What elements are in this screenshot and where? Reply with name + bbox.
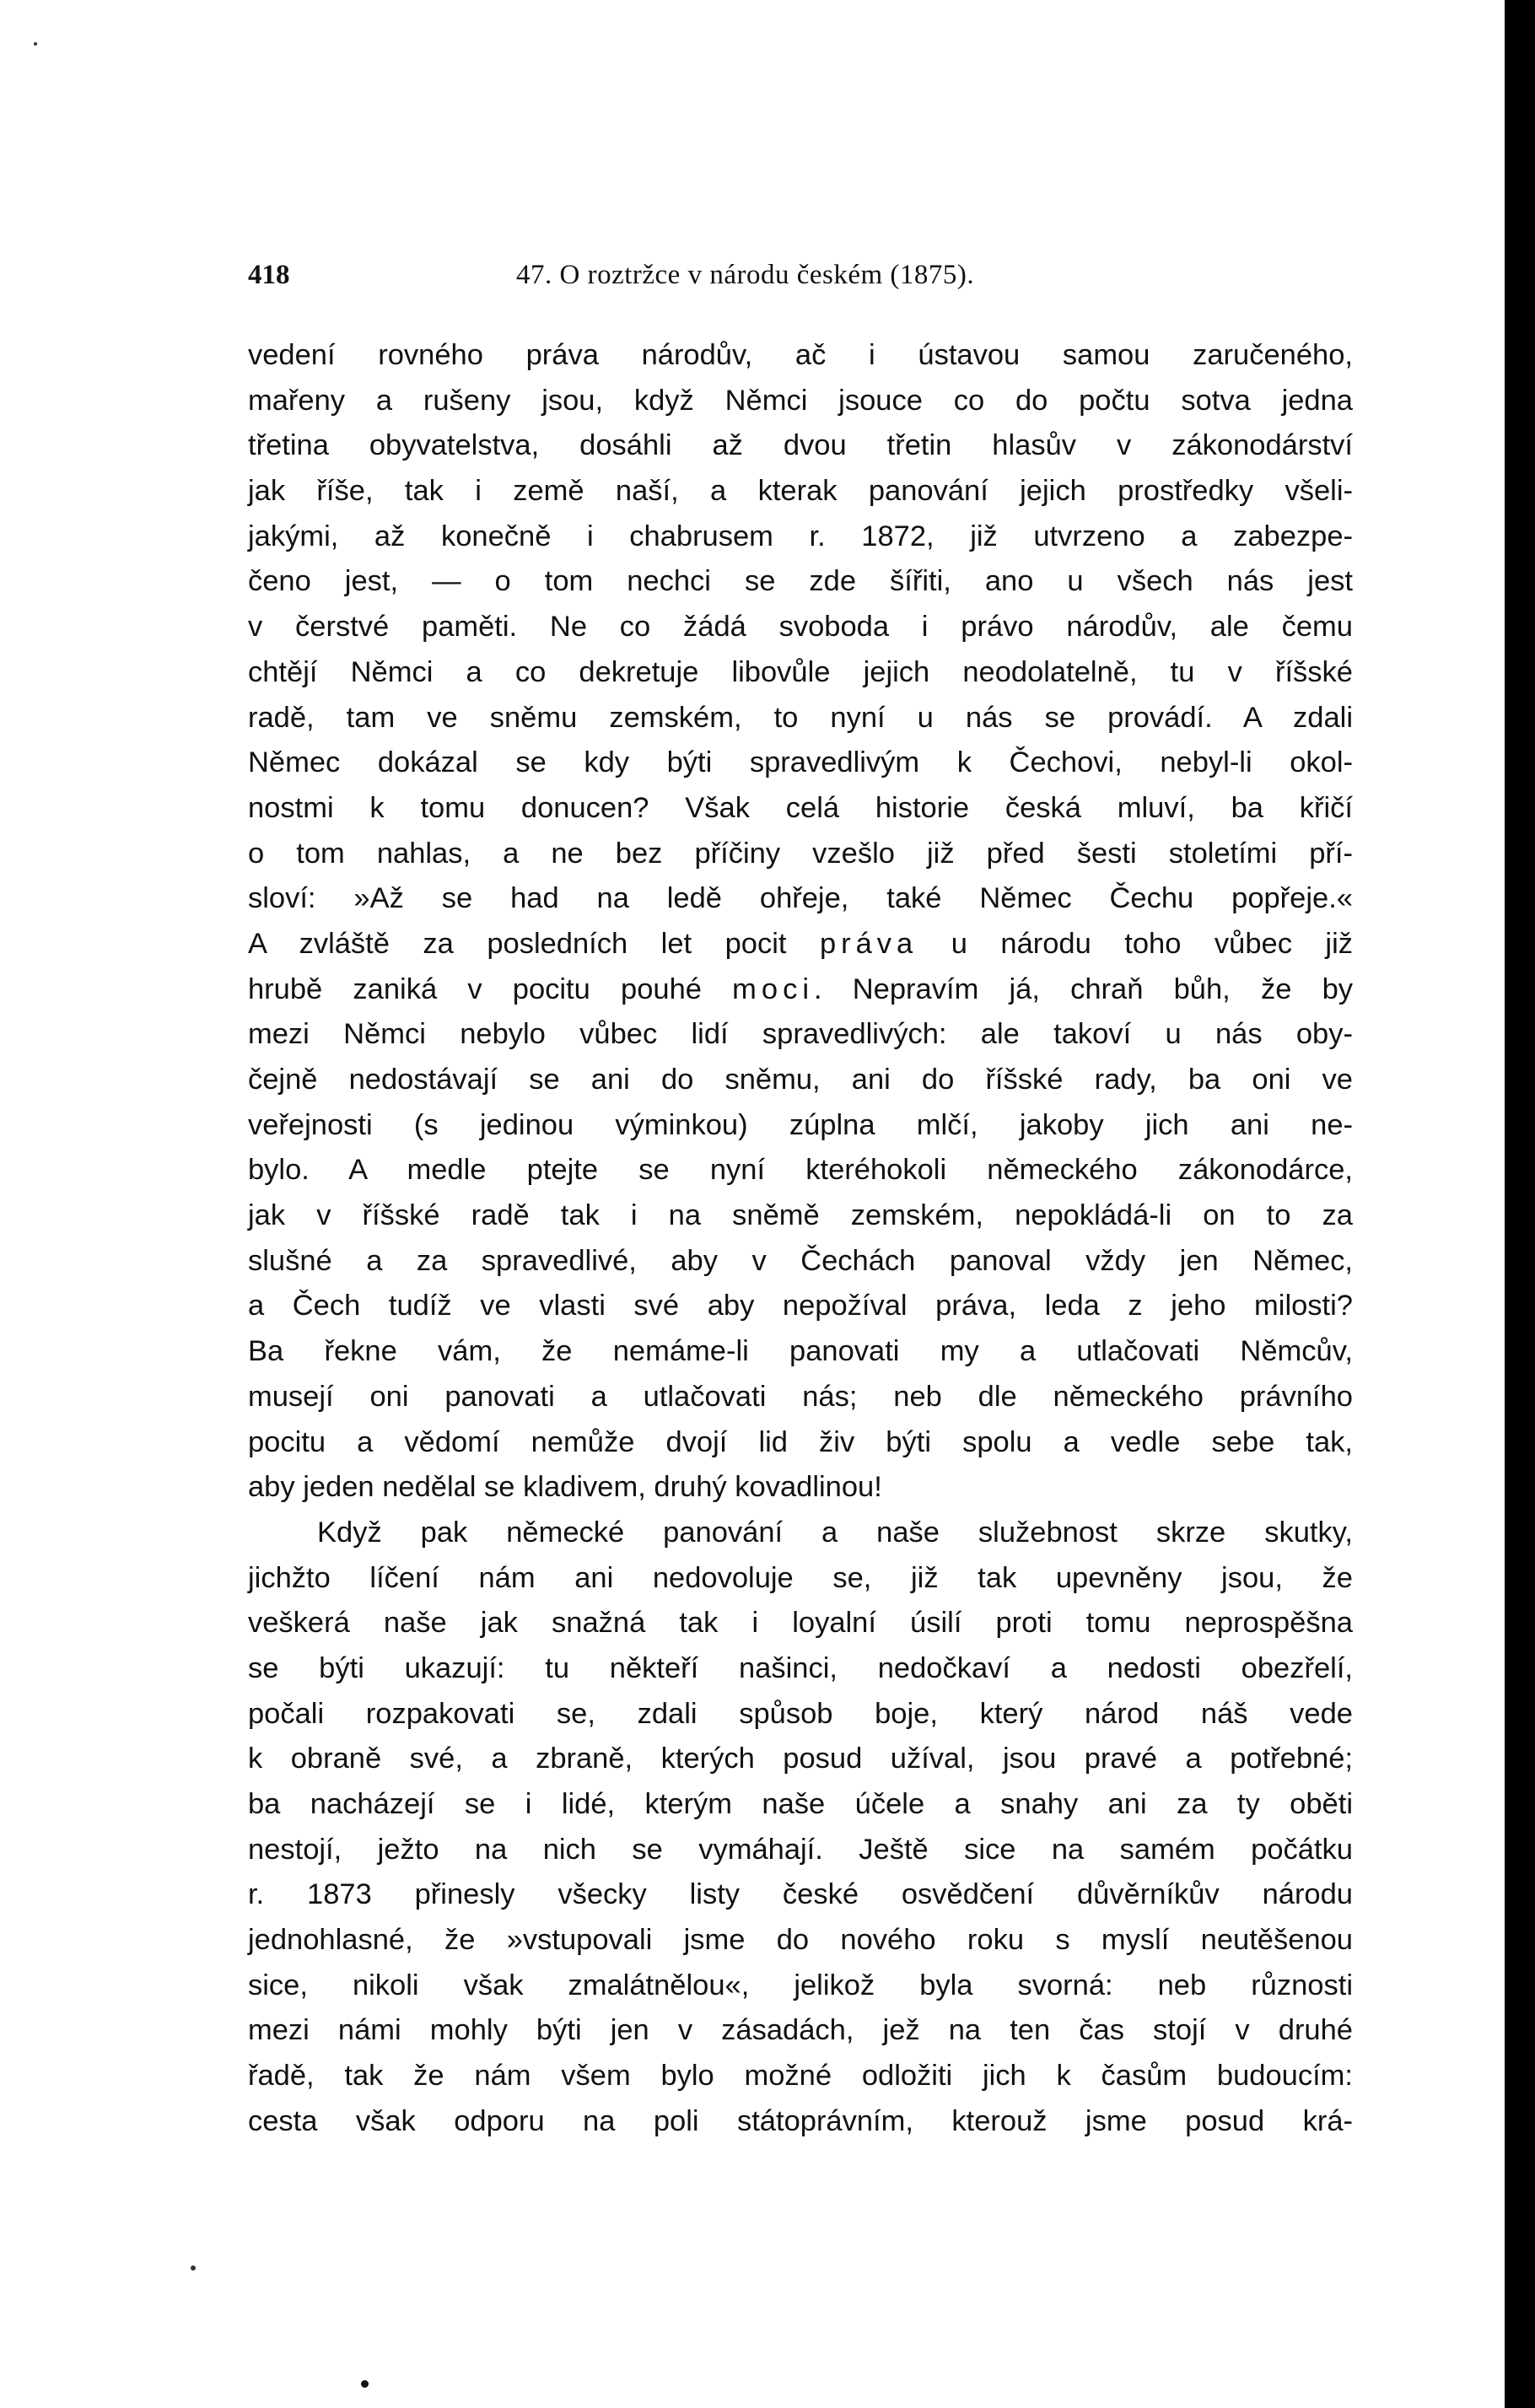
text-line: sice, nikoli však zmalátnělou«, jelikož byla svorná: neb různosti bbox=[248, 1969, 1353, 2001]
text-line bbox=[248, 967, 1353, 1013]
text-line: jak v říšské radě tak i na sněmě zemském, nepokládá-li on to za bbox=[248, 1199, 1353, 1232]
text-line bbox=[248, 922, 1353, 967]
text-line: Ba řekne vám, že nemáme-li panovati my a utlačovati Němcův, bbox=[248, 1335, 1353, 1368]
text-line: mezi námi mohly býti jen v zásadách, jež na ten čas stojí v druhé bbox=[248, 2014, 1353, 2047]
scan-speck bbox=[191, 2265, 196, 2271]
text-segment: u národu toho vůbec již bbox=[918, 927, 1354, 960]
text-line: počali rozpakovati se, zdali spůsob boje, který národ náš vede bbox=[248, 1697, 1353, 1730]
text-line: k obraně své, a zbraně, kterých posud užíval, jsou pravé a potřebné; bbox=[248, 1743, 1353, 1775]
text-line: o tom nahlas, a ne bez příčiny vzešlo již před šesti stoletími pří- bbox=[248, 837, 1353, 870]
body-text bbox=[248, 333, 1353, 2145]
text-line: jakými, až konečně i chabrusem r. 1872, již utvrzeno a zabezpe- bbox=[248, 520, 1353, 552]
text-line: musejí oni panovati a utlačovati nás; neb dle německého právního bbox=[248, 1380, 1353, 1413]
text-segment: . Nepravím já, chraň bůh, že by bbox=[814, 972, 1354, 1005]
text-line: čejně nedostávají se ani do sněmu, ani do říšské rady, ba oni ve bbox=[248, 1064, 1353, 1096]
scan-speck bbox=[34, 42, 37, 46]
text-line: čeno jest, — o tom nechci se zde šířiti, ano u všech nás jest bbox=[248, 565, 1353, 598]
spaced-emphasis: moci bbox=[732, 972, 814, 1005]
scan-border bbox=[1505, 0, 1535, 2408]
text-line: řadě, tak že nám všem bylo možné odložiti jich k časům budoucím: bbox=[248, 2060, 1353, 2093]
text-line: jak říše, tak i země naší, a kterak panování jejich prostředky všeli- bbox=[248, 475, 1353, 508]
text-line: třetina obyvatelstva, dosáhli až dvou třetin hlasův v zákonodárství bbox=[248, 429, 1353, 462]
text-line: jichžto líčení nám ani nedovoluje se, již tak upevněny jsou, že bbox=[248, 1561, 1353, 1594]
text-line: cesta však odporu na poli státoprávním, kterouž jsme posud krá- bbox=[248, 2104, 1353, 2137]
text-line: aby jeden nedělal se kladivem, druhý kovadlinou! bbox=[248, 1471, 882, 1504]
text-line: Když pak německé panování a naše služebnost skrze skutky, bbox=[317, 1516, 1353, 1549]
text-line: chtějí Němci a co dekretuje libovůle jejich neodolatelně, tu v říšské bbox=[248, 655, 1353, 688]
text-line: nestojí, ježto na nich se vymáhají. Ještě sice na samém počátku bbox=[248, 1833, 1353, 1866]
text-line: ba nacházejí se i lidé, kterým naše účele a snahy ani za ty oběti bbox=[248, 1788, 1353, 1820]
text-line: vedení rovného práva národův, ač i ústavou samou zaručeného, bbox=[248, 339, 1353, 371]
text-line: mařeny a rušeny jsou, když Němci jsouce co do počtu sotva jedna bbox=[248, 384, 1353, 417]
text-line: v čerstvé paměti. Ne co žádá svoboda i právo národův, ale čemu bbox=[248, 611, 1353, 644]
text-line: pocitu a vědomí nemůže dvojí lid živ býti spolu a vedle sebe tak, bbox=[248, 1425, 1353, 1458]
text-line: nostmi k tomu donucen? Však celá historie česká mluví, ba křičí bbox=[248, 791, 1353, 824]
text-line: sloví: »Až se had na ledě ohřeje, také Němec Čechu popřeje.« bbox=[248, 882, 1353, 915]
text-line: veškerá naše jak snažná tak i loyalní úsilí proti tomu neprospěšna bbox=[248, 1607, 1353, 1640]
text-line: Němec dokázal se kdy býti spravedlivým k Čechovi, nebyl-li okol- bbox=[248, 746, 1353, 779]
text-line: mezi Němci nebylo vůbec lidí spravedlivých: ale takoví u nás oby- bbox=[248, 1018, 1353, 1051]
spaced-emphasis: práva bbox=[819, 927, 918, 960]
text-line: radě, tam ve sněmu zemském, to nyní u nás se provádí. A zdali bbox=[248, 701, 1353, 734]
text-segment: hrubě zaniká v pocitu pouhé bbox=[248, 972, 733, 1005]
running-head: 47. O roztržce v národu českém (1875). bbox=[516, 260, 975, 290]
page-number: 418 bbox=[248, 260, 290, 290]
text-line: bylo. A medle ptejte se nyní kteréhokoli německého zákonodárce, bbox=[248, 1154, 1353, 1187]
page-header bbox=[248, 260, 1353, 302]
text-segment: A zvláště za posledních let pocit bbox=[248, 927, 820, 960]
scan-speck bbox=[361, 2380, 369, 2388]
text-line: slušné a za spravedlivé, aby v Čechách panoval vždy jen Němec, bbox=[248, 1244, 1353, 1277]
text-line: a Čech tudíž ve vlasti své aby nepožíval práva, leda z jeho milosti? bbox=[248, 1290, 1353, 1323]
text-line: jednohlasné, že »vstupovali jsme do nového roku s myslí neutěšenou bbox=[248, 1924, 1353, 1957]
text-line: se býti ukazují: tu někteří našinci, nedočkaví a nedosti obezřelí, bbox=[248, 1651, 1353, 1684]
text-line: veřejnosti (s jedinou výminkou) zúplna mlčí, jakoby jich ani ne- bbox=[248, 1108, 1353, 1141]
text-line: r. 1873 přinesly všecky listy české osvědčení důvěrníkův národu bbox=[248, 1878, 1353, 1911]
